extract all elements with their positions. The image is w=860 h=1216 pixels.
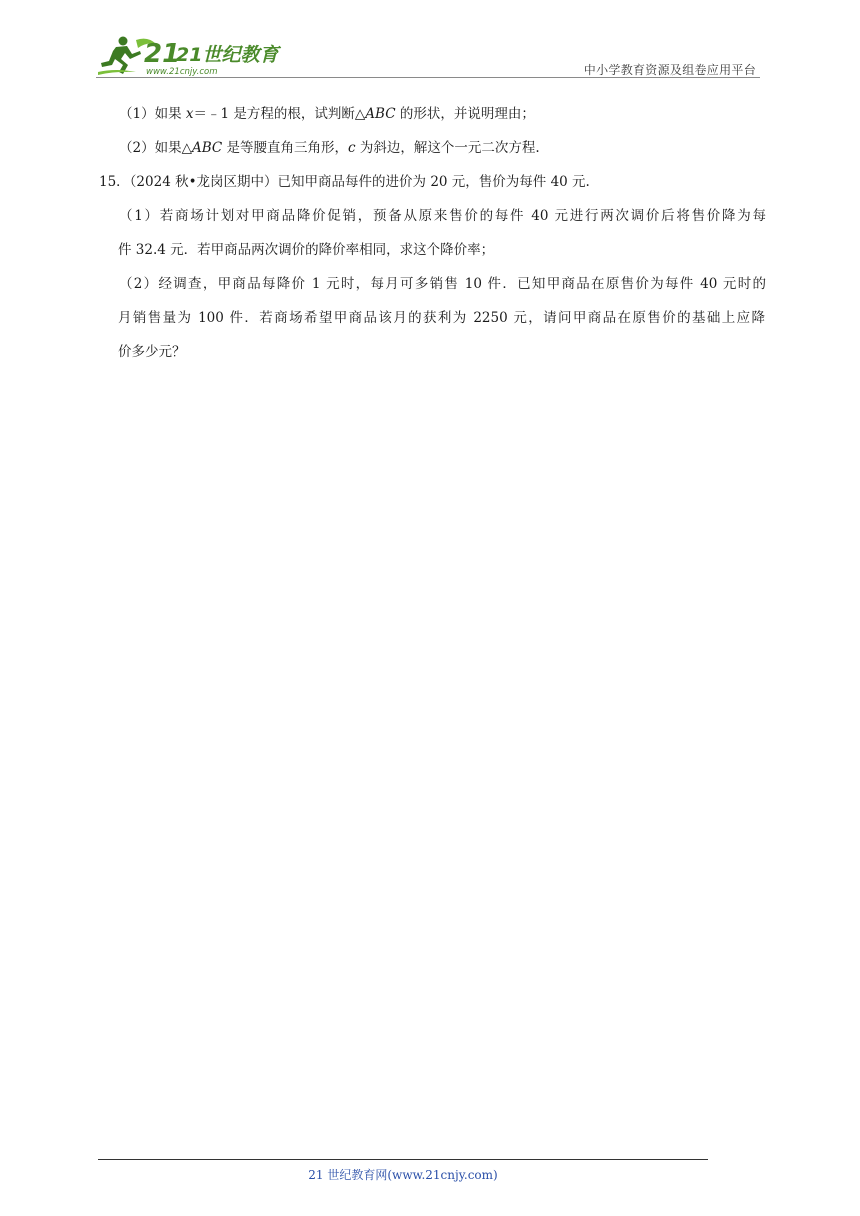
problem15-part2-line2: 月销售量为 100 件．若商场希望甲商品该月的获利为 2250 元，请问甲商品在原售价的基础上应降: [118, 310, 765, 326]
svg-text:21世纪教育: 21世纪教育: [176, 44, 279, 66]
platform-name: 中小学教育资源及组卷应用平台: [583, 63, 756, 77]
footer-divider: [98, 1159, 708, 1160]
problem15-stem: 15．（2024 秋•龙岗区期中）已知甲商品每件的进价为 20 元，售价为每件 40 元.: [99, 174, 590, 190]
problem15-part2-line1: （2）经调查，甲商品每降价 1 元时，每月可多销售 10 件．已知甲商品在原售价为每件 40 元时的: [119, 276, 766, 292]
page-header: [96, 34, 760, 80]
problem15-part1-line2: 件 32.4 元．若甲商品两次调价的降价率相同，求这个降价率；: [118, 242, 495, 258]
svg-text:21: 21: [144, 39, 181, 69]
runner-logo-icon: [96, 34, 279, 78]
problem15-part2-line3: 价多少元？: [118, 344, 186, 360]
problem14-part1: （1）如果 x＝﹣1 是方程的根，试判断△ABC 的形状，并说明理由；: [119, 106, 535, 122]
header-divider: [96, 77, 760, 78]
site-logo: [96, 34, 279, 78]
svg-text:www.21cnjy.com: www.21cnjy.com: [146, 67, 218, 77]
problem14-part2: （2）如果△ABC 是等腰直角三角形，c 为斜边，解这个一元二次方程.: [119, 140, 540, 156]
footer-link[interactable]: 21 世纪教育网(www.21cnjy.com): [308, 1168, 498, 1182]
problem15-part1-line1: （1）若商场计划对甲商品降价促销，预备从原来售价的每件 40 元进行两次调价后将售价降为每: [119, 208, 766, 224]
